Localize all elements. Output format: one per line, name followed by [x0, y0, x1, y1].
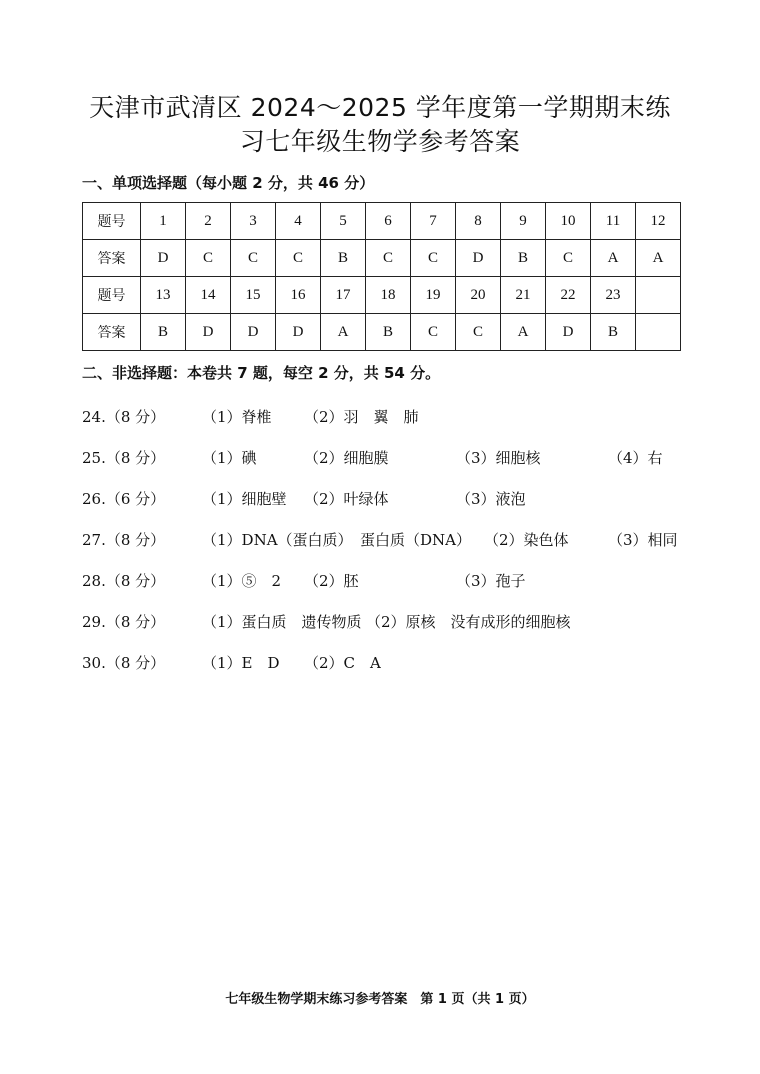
answer-cell: D [141, 240, 186, 277]
answer-cell: D [231, 314, 276, 351]
answer-part: （2）叶绿体 [304, 490, 389, 508]
document-title-line2: 习七年级生物学参考答案 [239, 127, 521, 156]
answer-part: （2）原核 没有成形的细胞核 [366, 613, 571, 631]
answer-cell: D [276, 314, 321, 351]
answer-cell: B [591, 314, 636, 351]
answer-cell: C [546, 240, 591, 277]
question-number-cell: 23 [591, 277, 636, 314]
row-label: 答案 [83, 240, 141, 277]
question-label: 24.（8 分） [82, 408, 166, 426]
question-number-cell: 5 [321, 203, 366, 240]
answer-cell: A [501, 314, 546, 351]
row-label: 题号 [83, 277, 141, 314]
answer-cell: A [591, 240, 636, 277]
question-label: 28.（8 分） [82, 572, 166, 590]
answer-part: （1）E D [202, 654, 280, 672]
answer-part: （3）液泡 [456, 490, 526, 508]
answer-cell: C [276, 240, 321, 277]
table-row-numbers [83, 277, 681, 314]
question-number-cell: 1 [141, 203, 186, 240]
answer-cell: A [636, 240, 681, 277]
section2-heading: 二、非选择题：本卷共 7 题，每空 2 分，共 54 分。 [82, 364, 441, 382]
question-number-cell: 9 [501, 203, 546, 240]
answer-part: （1）细胞壁 [202, 490, 287, 508]
answer-cell: C [411, 314, 456, 351]
question-label: 30.（8 分） [82, 654, 166, 672]
answer-part: （1）⑤ 2 [202, 572, 282, 590]
answer-part: （4）右 [608, 449, 663, 467]
row-label: 答案 [83, 314, 141, 351]
answer-cell: D [186, 314, 231, 351]
question-number-cell: 15 [231, 277, 276, 314]
question-number-cell: 4 [276, 203, 321, 240]
question-label: 25.（8 分） [82, 449, 166, 467]
document-title-line1: 天津市武清区 2024～2025 学年度第一学期期末练 [89, 93, 671, 122]
answer-part: （2）C A [304, 654, 381, 672]
table-row-answers [83, 314, 681, 351]
answer-part: （1）蛋白质 遗传物质 [202, 613, 362, 631]
question-number-cell: 3 [231, 203, 276, 240]
answer-part: （1）DNA（蛋白质） 蛋白质（DNA） [202, 531, 472, 549]
question-number-cell: 19 [411, 277, 456, 314]
answer-part: （1）碘 [202, 449, 257, 467]
answer-cell: B [141, 314, 186, 351]
answer-part: （2）胚 [304, 572, 359, 590]
section1-heading: 一、单项选择题（每小题 2 分，共 46 分） [82, 174, 375, 192]
question-number-cell: 21 [501, 277, 546, 314]
answer-cell: C [411, 240, 456, 277]
answer-part: （3）细胞核 [456, 449, 541, 467]
answer-table [82, 202, 681, 351]
answer-cell: A [321, 314, 366, 351]
question-number-cell: 6 [366, 203, 411, 240]
answer-part: （3）相同 [608, 531, 678, 549]
question-number-cell: 22 [546, 277, 591, 314]
answer-cell: C [186, 240, 231, 277]
page-footer: 七年级生物学期末练习参考答案 第 1 页（共 1 页） [225, 992, 535, 1007]
question-number-cell: 2 [186, 203, 231, 240]
question-number-cell: 7 [411, 203, 456, 240]
answer-cell: B [321, 240, 366, 277]
answer-cell: B [366, 314, 411, 351]
question-number-cell: 14 [186, 277, 231, 314]
answer-cell: C [456, 314, 501, 351]
answer-cell: B [501, 240, 546, 277]
question-number-cell: 10 [546, 203, 591, 240]
question-number-cell: 18 [366, 277, 411, 314]
question-number-cell: 11 [591, 203, 636, 240]
answer-cell: C [366, 240, 411, 277]
question-number-cell: 16 [276, 277, 321, 314]
answer-cell: D [546, 314, 591, 351]
question-number-cell [636, 277, 681, 314]
question-label: 29.（8 分） [82, 613, 166, 631]
answer-part: （2）染色体 [484, 531, 569, 549]
answer-cell: C [231, 240, 276, 277]
answer-cell [636, 314, 681, 351]
question-label: 27.（8 分） [82, 531, 166, 549]
row-label: 题号 [83, 203, 141, 240]
question-number-cell: 12 [636, 203, 681, 240]
answer-cell: D [456, 240, 501, 277]
answer-part: （2）羽 翼 肺 [304, 408, 419, 426]
question-number-cell: 20 [456, 277, 501, 314]
answer-part: （1）脊椎 [202, 408, 272, 426]
question-label: 26.（6 分） [82, 490, 166, 508]
answer-part: （2）细胞膜 [304, 449, 389, 467]
question-number-cell: 8 [456, 203, 501, 240]
question-number-cell: 17 [321, 277, 366, 314]
table-row-numbers [83, 203, 681, 240]
question-number-cell: 13 [141, 277, 186, 314]
table-row-answers [83, 240, 681, 277]
answer-part: （3）孢子 [456, 572, 526, 590]
